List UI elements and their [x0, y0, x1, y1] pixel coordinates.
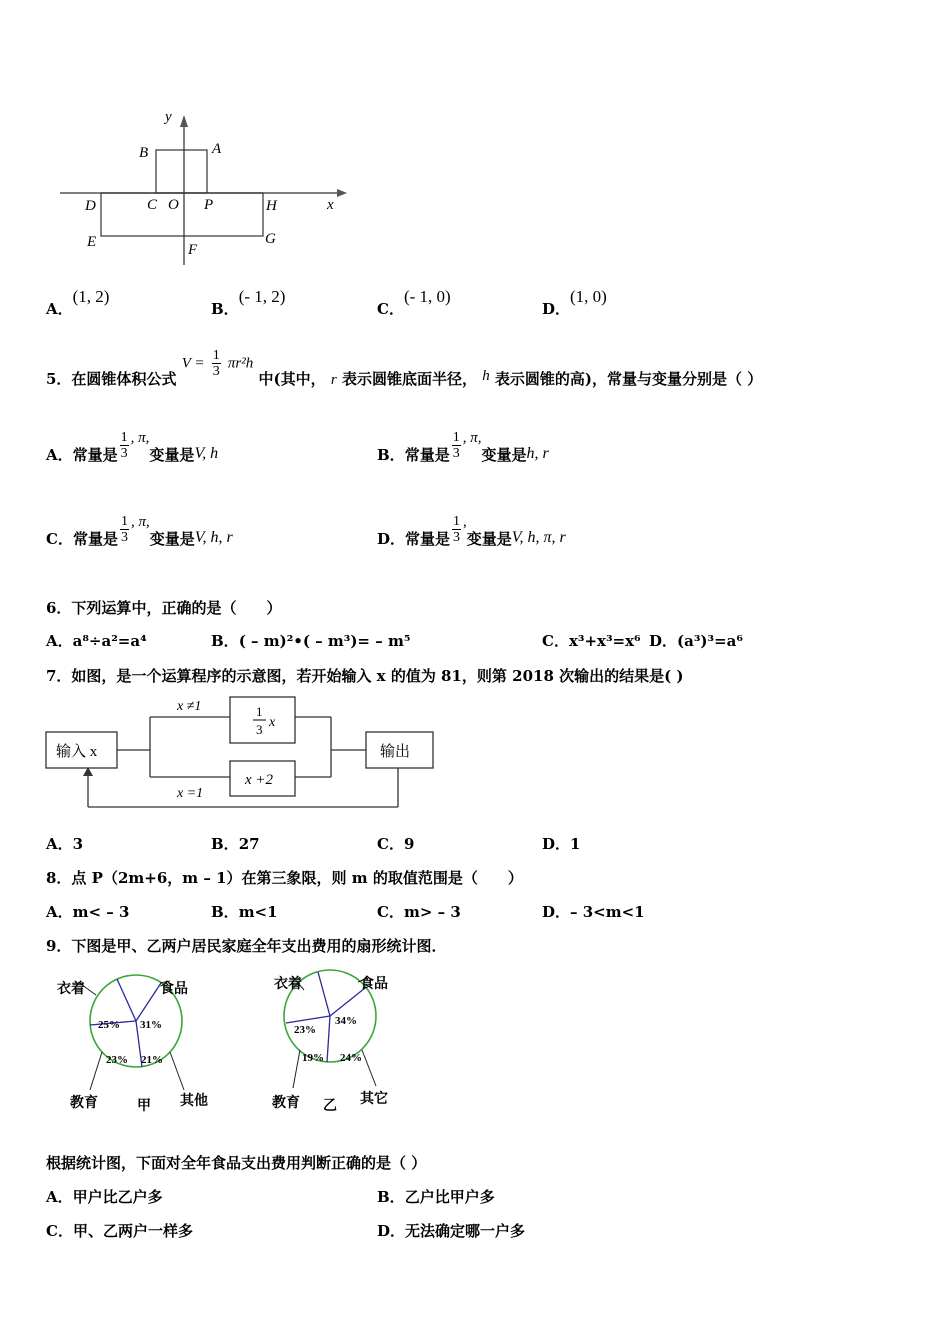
flow-cond-top: x ≠1	[177, 699, 202, 714]
formula-rhs: πr²h	[227, 355, 254, 372]
option-letter: B．	[211, 300, 239, 318]
flow-op-top-var: x	[269, 715, 276, 730]
pie-jia-cat-other: 其他	[180, 1094, 208, 1109]
pie-jia-label-other-pct: 21%	[141, 1054, 163, 1066]
pie-jia-cat-food: 食品	[160, 982, 188, 997]
flow-op-top-d: 3	[256, 722, 263, 737]
pie-yi-cat-food: 食品	[360, 977, 388, 992]
q8-option-a[interactable]: A．m< – 3	[46, 903, 130, 921]
flow-input-label: 输入 x	[56, 744, 98, 760]
q6-option-a[interactable]: A．a⁸÷a²=a⁴	[46, 632, 147, 650]
pie-jia-label-clothing-pct: 25%	[98, 1019, 120, 1031]
q4-option-a[interactable]	[46, 286, 110, 318]
axis-x-label: x	[327, 197, 334, 213]
pie-yi-label-edu-pct: 19%	[302, 1052, 324, 1064]
q6-option-c[interactable]: C．x³+x³=x⁶	[542, 632, 641, 650]
q5-option-a[interactable]: A．常量是 $\frac{1}{3}$ , π,变量是V, h	[46, 429, 219, 464]
q9-option-d[interactable]: D．无法确定哪一户多	[377, 1222, 526, 1240]
option-value: (- 1, 0)	[403, 287, 451, 306]
point-p-label: P	[204, 197, 214, 213]
r-desc: 表示圆锥底面半径，	[341, 369, 477, 388]
option-letter: C．	[377, 300, 404, 318]
q5-stem	[46, 348, 763, 388]
option-value: (1, 0)	[570, 287, 607, 306]
pie-yi-title: 乙	[323, 1099, 337, 1114]
q5-option-c[interactable]: C．常量是 $\frac{1}{3}$ , π,变量是V, h, r	[46, 513, 233, 548]
q7-option-c[interactable]: C．9	[377, 835, 415, 853]
point-e-label: E	[87, 234, 97, 250]
point-b-label: B	[139, 145, 149, 161]
q6-stem: 6．下列运算中，正确的是（ ）	[46, 599, 282, 617]
flow-cond-bottom: x =1	[177, 786, 204, 801]
option-value: (- 1, 2)	[238, 287, 286, 306]
point-c-label: C	[147, 197, 158, 213]
pie-yi-label-clothing-pct: 23%	[294, 1024, 316, 1036]
flow-op-top-n: 1	[256, 704, 263, 719]
point-g-label: G	[265, 231, 276, 247]
pie-yi-cat-clothing: 衣着	[274, 977, 302, 992]
option-letter: A．	[46, 300, 73, 318]
pie-charts	[40, 960, 440, 1120]
pie-jia-label-edu-pct: 23%	[106, 1054, 128, 1066]
q5-prefix: 5．在圆锥体积公式	[46, 369, 177, 388]
pie-jia-label-food-pct: 31%	[140, 1019, 162, 1031]
pie-jia-cat-edu: 教育	[70, 1096, 98, 1111]
point-f-label: F	[188, 242, 198, 258]
axis-y-label: y	[165, 109, 172, 125]
pie-chart-jia	[57, 975, 208, 1114]
q8-option-b[interactable]: B．m<1	[211, 903, 278, 921]
pie-yi-cat-edu: 教育	[272, 1096, 300, 1111]
q8-stem: 8．点 P（2m+6，m – 1）在第三象限，则 m 的取值范围是（ ）	[46, 869, 523, 887]
q5-middle: 中(其中，	[258, 369, 326, 388]
q8-option-d[interactable]: D．– 3<m<1	[542, 903, 645, 921]
point-d-label: D	[85, 198, 96, 214]
coordinate-figure	[55, 105, 355, 275]
q4-option-b[interactable]	[211, 286, 286, 318]
pie-jia-cat-clothing: 衣着	[57, 982, 85, 997]
q9-option-b[interactable]: B．乙户比甲户多	[377, 1188, 495, 1206]
q9-option-c[interactable]: C．甲、乙两户一样多	[46, 1222, 193, 1240]
q9-option-a[interactable]: A．甲户比乙户多	[46, 1188, 163, 1206]
pie-chart-yi	[271, 970, 388, 1114]
option-letter: D．	[542, 300, 571, 318]
var-h: h	[482, 367, 490, 384]
q7-option-b[interactable]: B．27	[211, 835, 260, 853]
q6-option-b[interactable]: B．( – m)²•( – m³)= – m⁵	[211, 632, 411, 650]
point-a-label: A	[212, 141, 222, 157]
q8-option-c[interactable]: C．m> – 3	[377, 903, 461, 921]
q9-stem: 9．下图是甲、乙两户居民家庭全年支出费用的扇形统计图．	[46, 937, 447, 955]
flowchart	[40, 690, 440, 815]
q7-option-d[interactable]: D．1	[542, 835, 581, 853]
flow-op-bottom: x +2	[245, 772, 274, 788]
q9-question: 根据统计图，下面对全年食品支出费用判断正确的是（ ）	[46, 1154, 427, 1172]
option-value: (1, 2)	[72, 287, 110, 306]
point-o-label: O	[168, 197, 179, 213]
var-r: r	[330, 371, 337, 388]
formula-fraction: $\frac{1}{3}$	[212, 348, 220, 379]
q5-option-d[interactable]: D．常量是 $\frac{1}{3}$ ,变量是V, h, π, r	[377, 513, 566, 548]
q7-option-a[interactable]: A．3	[46, 835, 84, 853]
h-desc: 表示圆锥的高)，常量与变量分别是（ ）	[494, 369, 763, 388]
q4-option-c[interactable]	[377, 286, 451, 318]
flow-output-label: 输出	[380, 744, 411, 760]
q6-option-d[interactable]: D．(a³)³=a⁶	[649, 632, 743, 650]
q7-stem: 7．如图，是一个运算程序的示意图，若开始输入 x 的值为 81，则第 2018 次输出的结果是( )	[46, 667, 684, 685]
formula-lhs: V =	[181, 355, 205, 372]
pie-yi-label-other-pct: 24%	[340, 1052, 362, 1064]
point-h-label: H	[266, 198, 277, 214]
pie-jia-title: 甲	[137, 1099, 151, 1114]
q4-option-d[interactable]	[542, 286, 607, 318]
pie-yi-label-food-pct: 34%	[335, 1015, 357, 1027]
pie-yi-cat-other: 其它	[360, 1092, 388, 1107]
q5-option-b[interactable]: B．常量是 $\frac{1}{3}$ , π,变量是h, r	[377, 429, 549, 464]
